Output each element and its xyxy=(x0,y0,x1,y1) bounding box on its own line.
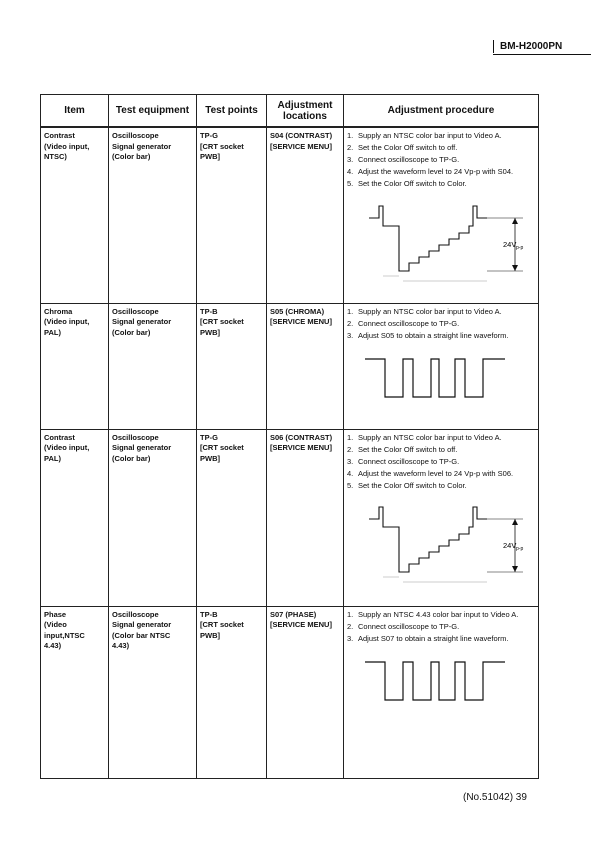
step-number: 3. xyxy=(347,633,354,643)
step-number: 2. xyxy=(347,318,354,328)
step-number: 3. xyxy=(347,330,354,340)
step-number: 3. xyxy=(347,456,354,466)
column-header-test-equipment: Test equipment xyxy=(109,95,197,128)
procedure-step xyxy=(347,131,535,142)
adjustment-locations-cell: S06 (CONTRAST) [SERVICE MENU] xyxy=(267,429,344,606)
step-text: Connect oscilloscope to TP-G. xyxy=(358,456,460,466)
test-points-cell: TP-G [CRT socket PWB] xyxy=(197,127,267,303)
square-trace xyxy=(365,359,505,397)
procedure-steps xyxy=(347,131,535,190)
step-number: 5. xyxy=(347,179,354,188)
step-number: 2. xyxy=(347,444,354,454)
step-text: Set the Color Off switch to off. xyxy=(358,143,458,152)
square-waveform xyxy=(347,650,527,712)
table-header-row xyxy=(41,95,539,128)
amplitude-label-subscript: p-p xyxy=(516,244,524,251)
square-waveform xyxy=(347,347,527,409)
procedure-step xyxy=(347,445,535,456)
test-points-cell: TP-B [CRT socket PWB] xyxy=(197,606,267,778)
staircase-waveform xyxy=(347,497,527,587)
test-equipment-cell: Oscilloscope Signal generator (Color bar) xyxy=(109,303,197,429)
test-equipment-cell: Oscilloscope Signal generator (Color bar) xyxy=(109,127,197,303)
procedure-step xyxy=(347,469,535,480)
staircase-waveform xyxy=(347,196,527,286)
procedure-step xyxy=(347,167,535,178)
procedure-step xyxy=(347,143,535,154)
staircase-trace xyxy=(369,206,487,271)
step-text: Supply an NTSC 4.43 color bar input to Video A. xyxy=(358,609,519,619)
procedure-steps xyxy=(347,610,535,645)
step-number: 4. xyxy=(347,468,354,478)
procedure-step xyxy=(347,610,535,621)
step-number: 4. xyxy=(347,167,354,176)
step-text: Adjust the waveform level to 24 Vp-p with S06. xyxy=(358,468,514,478)
step-number: 1. xyxy=(347,306,354,316)
item-cell: Contrast (Video input, NTSC) xyxy=(41,127,109,303)
staircase-trace xyxy=(369,507,487,572)
item-cell: Chroma (Video input, PAL) xyxy=(41,303,109,429)
adjustment-table xyxy=(40,94,539,779)
step-number: 2. xyxy=(347,143,354,152)
table-row xyxy=(41,429,539,606)
amplitude-label-subscript: p-p xyxy=(516,546,524,552)
procedure-step xyxy=(347,179,535,190)
step-text: Supply an NTSC color bar input to Video A. xyxy=(358,306,502,316)
adjustment-procedure-cell xyxy=(344,429,539,606)
test-equipment-cell: Oscilloscope Signal generator (Color bar NTSC 4.43) xyxy=(109,606,197,778)
model-number: BM-H2000PN xyxy=(493,40,562,53)
procedure-step xyxy=(347,481,535,492)
procedure-step xyxy=(347,622,535,633)
procedure-step xyxy=(347,634,535,645)
procedure-step xyxy=(347,155,535,166)
step-text: Set the Color Off switch to Color. xyxy=(358,480,467,490)
adjustment-procedure-cell xyxy=(344,127,539,303)
procedure-step xyxy=(347,331,535,342)
table-row xyxy=(41,303,539,429)
test-points-cell: TP-B [CRT socket PWB] xyxy=(197,303,267,429)
procedure-step xyxy=(347,319,535,330)
page-number: (No.51042) 39 xyxy=(463,792,527,803)
step-number: 1. xyxy=(347,131,354,140)
header-rule xyxy=(493,54,591,55)
step-text: Connect oscilloscope to TP-G. xyxy=(358,318,460,328)
step-number: 5. xyxy=(347,480,354,490)
step-text: Adjust S07 to obtain a straight line waveform. xyxy=(358,633,509,643)
adjustment-locations-cell: S05 (CHROMA) [SERVICE MENU] xyxy=(267,303,344,429)
column-header-adjustment-locations: Adjustment locations xyxy=(267,95,344,128)
square-trace xyxy=(365,662,505,700)
adjustment-locations-cell: S07 (PHASE) [SERVICE MENU] xyxy=(267,606,344,778)
procedure-steps xyxy=(347,307,535,342)
step-text: Adjust S05 to obtain a straight line waveform. xyxy=(358,330,509,340)
step-number: 3. xyxy=(347,155,354,164)
column-header-adjustment-procedure: Adjustment procedure xyxy=(344,95,539,128)
step-text: Adjust the waveform level to 24 Vp-p with S04. xyxy=(358,167,514,176)
item-cell: Phase (Video input,NTSC 4.43) xyxy=(41,606,109,778)
test-points-cell: TP-G [CRT socket PWB] xyxy=(197,429,267,606)
procedure-step xyxy=(347,307,535,318)
step-text: Supply an NTSC color bar input to Video A. xyxy=(358,432,502,442)
adjustment-locations-cell: S04 (CONTRAST) [SERVICE MENU] xyxy=(267,127,344,303)
item-cell: Contrast (Video input, PAL) xyxy=(41,429,109,606)
procedure-step xyxy=(347,433,535,444)
table-row xyxy=(41,606,539,778)
step-text: Connect oscilloscope to TP-G. xyxy=(358,155,460,164)
step-text: Connect oscilloscope to TP-G. xyxy=(358,621,460,631)
step-number: 1. xyxy=(347,609,354,619)
step-text: Supply an NTSC color bar input to Video A. xyxy=(358,131,502,140)
test-equipment-cell: Oscilloscope Signal generator (Color bar) xyxy=(109,429,197,606)
adjustment-procedure-cell xyxy=(344,606,539,778)
step-text: Set the Color Off switch to off. xyxy=(358,444,458,454)
adjustment-procedure-cell xyxy=(344,303,539,429)
amplitude-label: 24V xyxy=(503,239,517,249)
amplitude-label: 24V xyxy=(503,541,517,550)
column-header-item: Item xyxy=(41,95,109,128)
column-header-test-points: Test points xyxy=(197,95,267,128)
step-number: 2. xyxy=(347,621,354,631)
procedure-steps xyxy=(347,433,535,492)
procedure-step xyxy=(347,457,535,468)
step-text: Set the Color Off switch to Color. xyxy=(358,179,467,188)
step-number: 1. xyxy=(347,432,354,442)
table-row xyxy=(41,127,539,303)
